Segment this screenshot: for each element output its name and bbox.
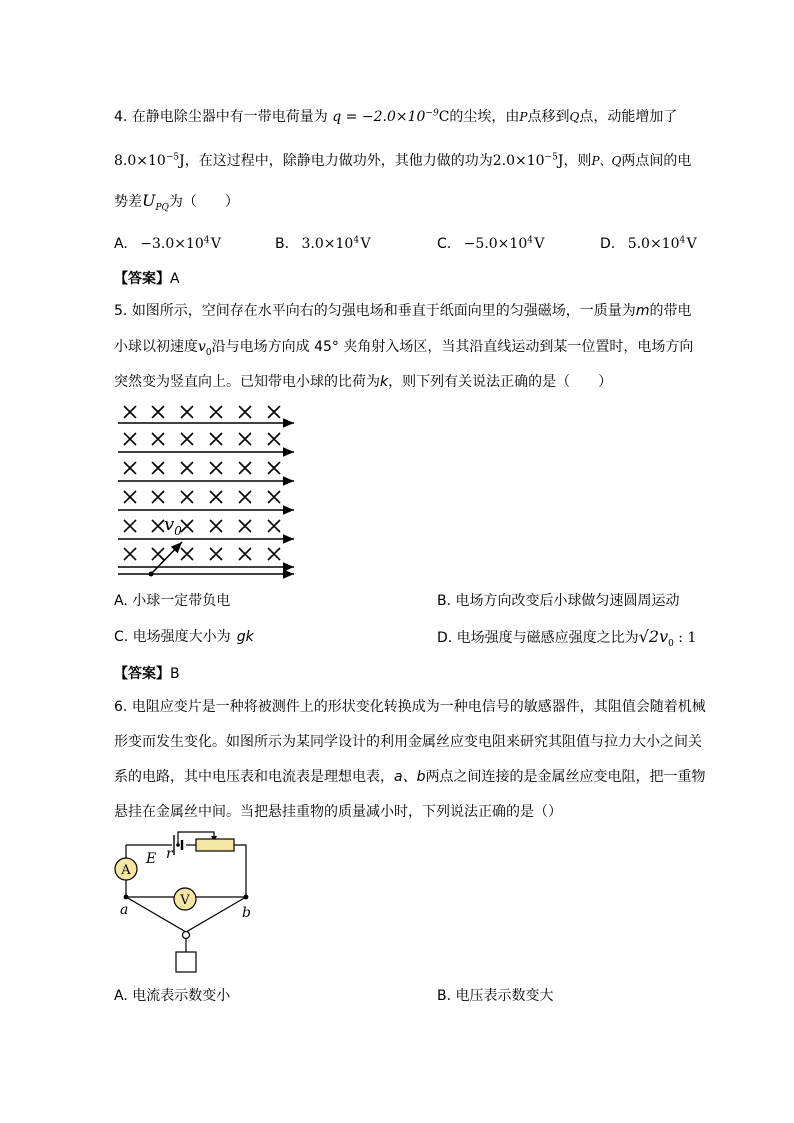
q6-points: a、b bbox=[394, 769, 426, 785]
q4-potential-diff: U bbox=[142, 191, 156, 210]
q5-text: 小球以初速度 bbox=[114, 339, 198, 355]
answer-tag: 【答案】 bbox=[114, 271, 170, 287]
q4-line1 bbox=[114, 107, 677, 127]
velocity-vector bbox=[151, 542, 182, 574]
q4-charge-unit: C bbox=[438, 109, 450, 125]
q4-text: 点，动能增加了 bbox=[579, 109, 678, 125]
q6-line4: 悬挂在金属丝中间。当把悬挂重物的质量减小时，下列说法正确的是（） bbox=[114, 804, 562, 820]
q5-option-a[interactable]: A. 小球一定带负电 bbox=[114, 593, 231, 609]
q4-point-q: Q bbox=[569, 110, 580, 124]
q4-line3 bbox=[114, 191, 239, 212]
answer-value: A bbox=[170, 271, 180, 287]
hook-icon bbox=[183, 932, 190, 939]
q6-line1 bbox=[114, 697, 706, 717]
weight bbox=[176, 952, 196, 972]
q4-option-b[interactable]: B. $3.0\times 10^4$ V bbox=[275, 235, 371, 252]
circuit-diagram bbox=[108, 820, 258, 975]
q4-text: 两点间的电 bbox=[621, 153, 692, 169]
q4-text: 在静电除尘器中有一带电荷量为 bbox=[131, 109, 328, 125]
velocity-label: $v_0$ bbox=[164, 514, 182, 538]
q5-text: ，则下列有关说法正确的是（ ） bbox=[388, 374, 613, 390]
q4-work: $2.0\times 10^{-5}J$ bbox=[492, 152, 564, 169]
q5-charge-ratio: k bbox=[380, 374, 389, 390]
node-a bbox=[124, 895, 129, 900]
answer-value: B bbox=[170, 666, 180, 682]
q5-line1 bbox=[114, 301, 691, 321]
q6-option-b[interactable]: B. 电压表示数变大 bbox=[437, 988, 554, 1004]
field-diagram bbox=[114, 400, 299, 584]
q5-number: 5. bbox=[114, 303, 128, 319]
q5-option-d[interactable]: D. 电场强度与磁感应强度之比为$√2v_0$ : 1 bbox=[437, 627, 697, 649]
q4-option-a[interactable]: A. $-3.0\times 10^4$ V bbox=[114, 235, 222, 252]
charged-ball bbox=[149, 572, 154, 577]
q4-potential-sub: PQ bbox=[155, 202, 169, 213]
internal-resistance-label: r bbox=[166, 846, 173, 862]
q5-text: 沿与电场方向成 45° 夹角射入场区，当其沿直线运动到某一位置时，电场方向 bbox=[211, 339, 694, 355]
q5-option-b[interactable]: B. 电场方向改变后小球做匀速圆周运动 bbox=[437, 593, 680, 609]
q5-mass: m bbox=[635, 303, 650, 319]
q4-text: ，则 bbox=[563, 153, 592, 169]
q4-answer bbox=[114, 269, 180, 289]
q4-charge: $q = -2.0\times 10^{-9}$ bbox=[332, 108, 439, 125]
q6-line2: 形变而发生变化。如图所示为某同学设计的利用金属丝应变电阻来研究其阻值与拉力大小之间关 bbox=[114, 734, 702, 750]
q4-line2 bbox=[114, 151, 691, 171]
q4-text: 的尘埃，由 bbox=[449, 109, 520, 125]
q5-text: 如图所示，空间存在水平向右的匀强电场和垂直于纸面向里的匀强磁场，一质量为 bbox=[131, 303, 636, 319]
q5-answer bbox=[114, 664, 180, 684]
q5-text: 的带电 bbox=[649, 303, 692, 319]
q6-number: 6. bbox=[114, 699, 128, 715]
q6-option-a[interactable]: A. 电流表示数变小 bbox=[114, 988, 231, 1004]
q6-text: 电阻应变片是一种将被测件上的形状变化转换成为一种电信号的敏感器件，其阻值会随着机械 bbox=[131, 699, 706, 715]
q5-line2: 小球以初速度$v_0$沿与电场方向成 45° 夹角射入场区，当其沿直线运动到某一位置时，电场方向 bbox=[114, 339, 694, 358]
q5-velocity: v bbox=[198, 339, 206, 355]
node-b bbox=[244, 895, 249, 900]
electric-field-lines bbox=[118, 423, 294, 574]
voltmeter-icon bbox=[174, 888, 196, 910]
q5-option-c[interactable]: C. 电场强度大小为 gk bbox=[114, 629, 254, 645]
ammeter-icon bbox=[115, 858, 137, 880]
q4-text: 为（ ） bbox=[168, 194, 239, 210]
q4-text: 点移到 bbox=[527, 109, 570, 125]
svg-text:V: V bbox=[180, 893, 190, 908]
point-a-label: a bbox=[120, 902, 129, 918]
q4-option-d[interactable]: D. $5.0\times 10^4$ V bbox=[600, 235, 697, 252]
q5-text: 突然变为竖直向上。已知带电小球的比荷为 bbox=[114, 374, 380, 390]
emf-label: E bbox=[146, 851, 157, 867]
magnetic-field-crosses bbox=[124, 406, 280, 560]
q5-line3 bbox=[114, 372, 612, 392]
q4-number: 4. bbox=[114, 109, 128, 125]
q4-option-c[interactable]: C. $-5.0\times 10^4$ V bbox=[437, 235, 545, 252]
answer-tag: 【答案】 bbox=[114, 666, 170, 682]
q4-point-p: P bbox=[519, 110, 528, 124]
q6-line3: 系的电路，其中电压表和电流表是理想电表，a、b两点之间连接的是金属丝应变电阻，把一重物 bbox=[114, 769, 706, 785]
q4-points: P、Q bbox=[591, 154, 622, 168]
rheostat bbox=[196, 839, 234, 851]
node bbox=[176, 843, 180, 847]
q4-kinetic-energy: $8.0\times 10^{-5}J$ bbox=[114, 152, 185, 169]
q4-text: ，在这过程中，除静电力做功外，其他力做的功为 bbox=[184, 153, 493, 169]
svg-text:A: A bbox=[121, 863, 131, 878]
q4-text: 势差 bbox=[114, 194, 142, 210]
point-b-label: b bbox=[242, 905, 251, 921]
